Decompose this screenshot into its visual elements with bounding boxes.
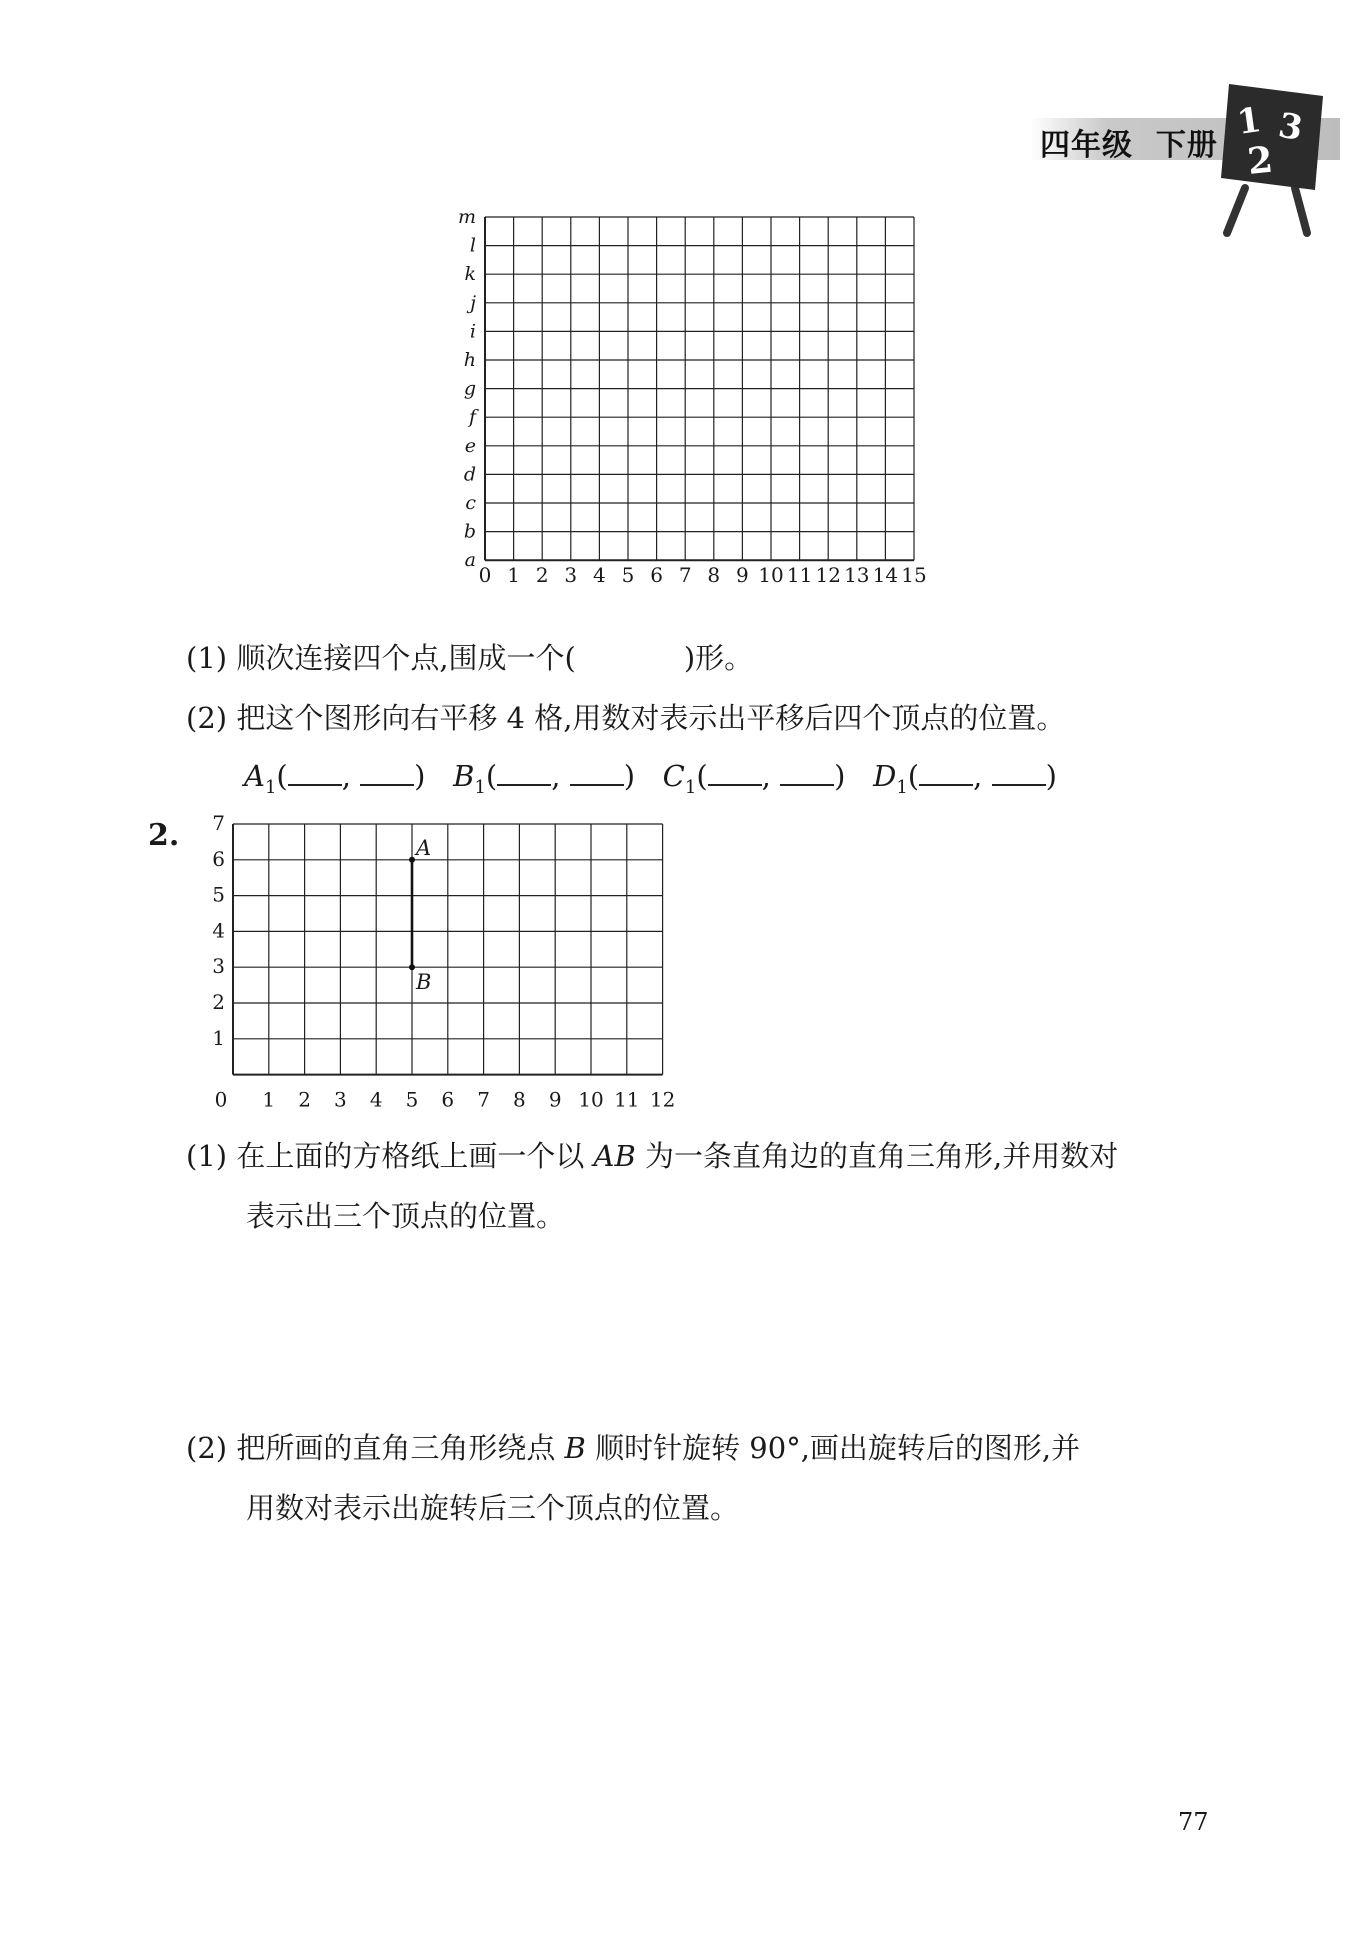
grid1-y-tick: k <box>464 263 476 286</box>
grid1-y-tick: i <box>469 320 476 343</box>
answer-c1: $C_1$( , ) <box>663 759 846 793</box>
grid2-y-tick: 1 <box>212 1025 225 1050</box>
grid1-y-tick: h <box>463 349 476 371</box>
grid2-x-tick: 6 <box>441 1087 455 1110</box>
grid1-x-tick: 3 <box>564 563 578 588</box>
q1-part2-prefix: (2) <box>186 701 228 735</box>
logo-digit-3: 3 <box>1275 105 1306 149</box>
grid1-x-tick: 9 <box>736 563 749 588</box>
grid1-y-tick: g <box>463 377 476 400</box>
grid1-x-tick: 13 <box>844 563 870 588</box>
grid1-y-tick: l <box>469 234 476 257</box>
grade-volume-label <box>1040 120 1218 164</box>
grid-numbers <box>205 810 690 1110</box>
volume-label: 下册 <box>1155 128 1218 163</box>
blank-d1-y[interactable] <box>992 756 1046 786</box>
grid1-x-tick: 14 <box>872 563 899 588</box>
grid1-x-tick: 0 <box>478 563 492 588</box>
q2-part2-b-letter: B <box>564 1431 586 1465</box>
grid2-x-tick: 11 <box>614 1087 640 1110</box>
q1-part1-text-a: 顺次连接四个点,围成一个( <box>236 641 576 675</box>
blank-a1-x[interactable] <box>288 756 342 786</box>
blank-d1-x[interactable] <box>919 756 973 786</box>
q2-part1-prefix: (1) <box>186 1139 228 1173</box>
grid1-y-tick: c <box>465 492 476 514</box>
grid2-x-tick: 1 <box>262 1087 276 1110</box>
grid2-x-tick: 2 <box>298 1087 311 1110</box>
point-b <box>409 964 415 970</box>
grid2-y-tick: 6 <box>212 846 225 871</box>
grid2-y-tick: 5 <box>212 882 225 907</box>
grid2-y-tick: 4 <box>212 918 225 943</box>
point-label-a: A <box>416 835 432 860</box>
logo-digit-1: 1 <box>1234 100 1264 143</box>
grid2-x-tick: 7 <box>477 1087 490 1110</box>
blank-b1-x[interactable] <box>497 756 551 786</box>
answer-a1: $A_1$( , ) <box>244 759 426 793</box>
grid1-y-tick: a <box>464 549 476 572</box>
grid2-y-tick: 3 <box>212 954 225 979</box>
point-a <box>409 857 415 863</box>
grid1-y-tick: j <box>470 291 476 314</box>
grid1-x-tick: 10 <box>758 563 784 588</box>
q1-part1 <box>186 638 753 678</box>
grid1-y-tick: b <box>463 520 476 543</box>
q2-part1-line2: 表示出三个顶点的位置。 <box>246 1199 566 1233</box>
q2-part2-line2: 用数对表示出旋转后三个顶点的位置。 <box>246 1491 740 1525</box>
grid1-x-tick: 8 <box>707 563 721 588</box>
q2-number: 2. <box>148 818 180 853</box>
q1-answer-row <box>244 756 1057 808</box>
q2-part1-text-b: 为一条直角边的直角三角形,并用数对 <box>645 1139 1119 1173</box>
grid2-y-tick: 2 <box>212 990 225 1014</box>
grid1-y-tick: d <box>463 463 476 486</box>
grid-letters <box>455 205 955 595</box>
grid1-x-tick: 12 <box>815 563 841 588</box>
blank-c1-x[interactable] <box>708 756 762 786</box>
q2-part2-text-a: 把所画的直角三角形绕点 <box>236 1431 556 1465</box>
grid2-x-tick: 4 <box>369 1087 383 1110</box>
grade-label: 四年级 <box>1040 128 1133 163</box>
blank-c1-y[interactable] <box>780 756 834 786</box>
page-number: 77 <box>1178 1808 1209 1836</box>
grid2-x-tick: 5 <box>405 1087 419 1110</box>
grid2-x-tick: 10 <box>578 1087 604 1110</box>
grid2-x-tick: 12 <box>649 1087 676 1110</box>
q2-part2 <box>186 1428 1080 1468</box>
blank-b1-y[interactable] <box>570 756 624 786</box>
q2-part1-ab: AB <box>593 1139 636 1173</box>
q2-part1 <box>186 1136 1118 1176</box>
grid1-y-tick: m <box>457 206 476 228</box>
grid1-x-tick: 1 <box>507 563 520 588</box>
grid1-x-tick: 2 <box>535 563 549 588</box>
q1-part2-text: 把这个图形向右平移 4 格,用数对表示出平移后四个顶点的位置。 <box>236 701 1066 735</box>
q1-part1-text-b: )形。 <box>683 641 754 675</box>
q2-part2-text-b: 顺时针旋转 90°,画出旋转后的图形,并 <box>595 1431 1081 1465</box>
blackboard-logo-icon <box>1215 78 1330 240</box>
grid1-x-tick: 11 <box>786 563 813 588</box>
grid2-x-tick: 9 <box>548 1087 562 1110</box>
point-label-b: B <box>416 970 432 995</box>
grid1-x-tick: 15 <box>901 563 927 588</box>
grid1-x-tick: 4 <box>593 563 606 588</box>
answer-b1: $B_1$( , ) <box>453 759 635 793</box>
grid2-x-tick: 8 <box>513 1087 526 1110</box>
grid1-x-tick: 5 <box>621 563 635 588</box>
grid2-x-tick: 0 <box>214 1087 228 1110</box>
answer-d1: $D_1$( , ) <box>873 759 1057 793</box>
grid1-x-tick: 6 <box>650 563 663 588</box>
blank-a1-y[interactable] <box>360 756 414 786</box>
grid2-y-tick: 7 <box>212 811 225 835</box>
q1-part2 <box>186 698 1065 738</box>
q1-part1-prefix: (1) <box>186 641 228 675</box>
logo-digit-2: 2 <box>1245 138 1275 183</box>
grid1-x-tick: 7 <box>678 563 692 588</box>
grid1-y-tick: f <box>468 406 476 429</box>
grid1-y-tick: e <box>464 434 476 457</box>
q2-part1-text-a: 在上面的方格纸上画一个以 <box>236 1139 585 1173</box>
q2-part2-prefix: (2) <box>186 1431 228 1465</box>
grid2-x-tick: 3 <box>334 1087 347 1110</box>
